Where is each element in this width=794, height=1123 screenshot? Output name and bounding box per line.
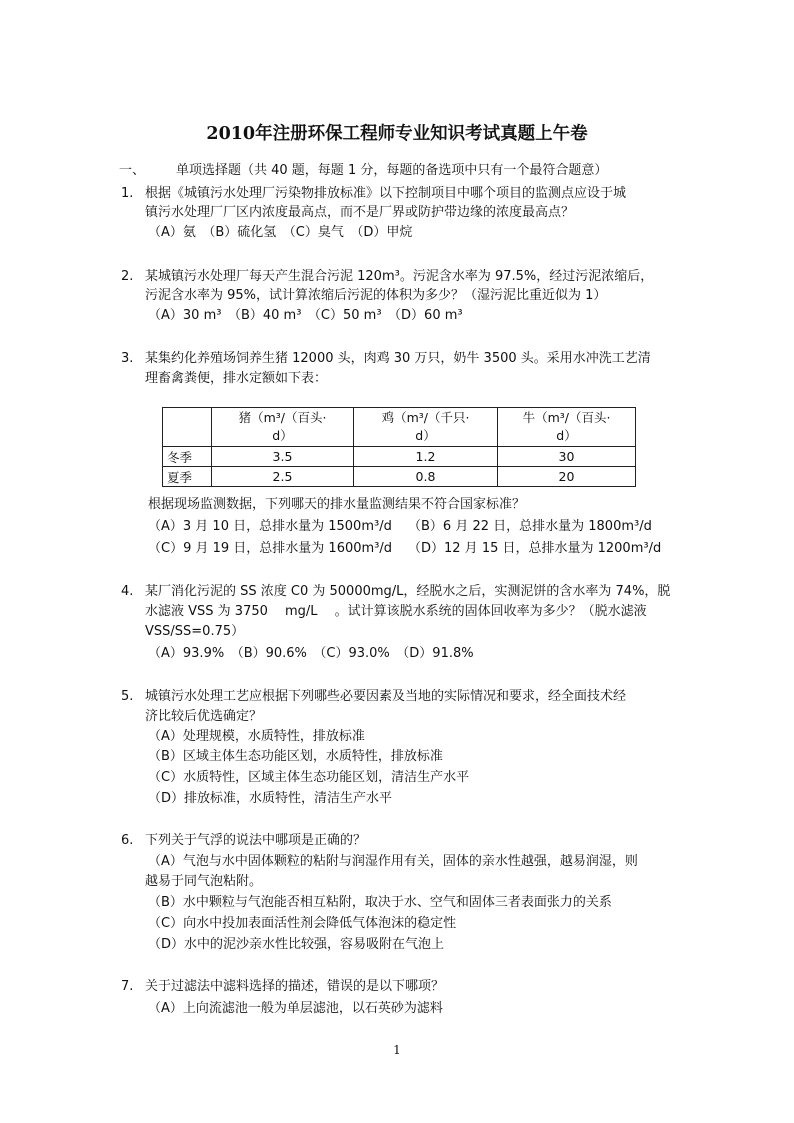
- question-number: 2.: [121, 269, 134, 284]
- header-line: d）: [415, 428, 436, 443]
- question-number: 5.: [121, 689, 134, 704]
- table-corner-cell: [163, 408, 212, 447]
- question-options: （A）氨 （B）硫化氢 （C）臭气 （D）甲烷: [148, 225, 413, 240]
- question-text: 关于过滤法中滤料选择的描述，错误的是以下哪项？: [145, 979, 445, 994]
- option-a-continued: 越易于同气泡粘附。: [145, 874, 263, 889]
- question-text: 水滤液 VSS 为 3750 mg/L 。试计算该脱水系统的固体回收率为多少？（脱水滤液: [145, 604, 647, 619]
- question-text: 镇污水处理厂厂区内浓度最高点，而不是厂界或防护带边缘的浓度最高点？: [145, 205, 575, 220]
- option-c: （C）向水中投加表面活性剂会降低气体泡沫的稳定性: [148, 916, 457, 931]
- question-text: 某厂消化污泥的 SS 浓度 C0 为 50000mg/L，经脱水之后，实测泥饼的含水率为 74%，脱: [145, 584, 671, 599]
- table-cell: 20: [498, 467, 636, 487]
- question-number: 6.: [121, 833, 134, 848]
- table-cell: 30: [498, 447, 636, 467]
- header-line: 猪（m³/（百头·: [238, 410, 327, 425]
- question-text: 某集约化养殖场饲养生猪 12000 头，肉鸡 30 万只，奶牛 3500 头。采用水冲洗工艺清: [145, 351, 651, 366]
- option-b: （B）区域主体生态功能区划，水质特性，排放标准: [148, 749, 443, 764]
- option-d: （D）12 月 15 日，总排水量为 1200m³/d: [408, 541, 662, 556]
- question-options: （A）30 m³ （B）40 m³ （C）50 m³ （D）60 m³: [148, 308, 463, 323]
- option-b: （B）6 月 22 日，总排水量为 1800m³/d: [408, 519, 652, 534]
- header-line: 牛（m³/（百头·: [522, 410, 611, 425]
- table-cell: 1.2: [354, 447, 498, 467]
- question-text: 济比较后优选确定？: [145, 709, 263, 724]
- option-a: （A）气泡与水中固体颗粒的粘附与润湿作用有关，固体的亲水性越强，越易润湿，则: [148, 854, 638, 869]
- option-b: （B）水中颗粒与气泡能否相互粘附，取决于水、空气和固体三者表面张力的关系: [148, 895, 612, 910]
- question-text: 城镇污水处理工艺应根据下列哪些必要因素及当地的实际情况和要求，经全面技术经: [145, 689, 627, 704]
- question-options: （A）93.9% （B）90.6% （C）93.0% （D）91.8%: [148, 646, 474, 661]
- question-text: 根据《城镇污水处理厂污染物排放标准》以下控制项目中哪个项目的监测点应设于城: [145, 186, 627, 201]
- table-row-label: 冬季: [163, 447, 212, 467]
- question-text: 下列关于气浮的说法中哪项是正确的？: [145, 833, 367, 848]
- option-d: （D）排放标准，水质特性，清洁生产水平: [148, 791, 393, 806]
- table-header-cell: [498, 408, 636, 447]
- page-title: 2010年注册环保工程师专业知识考试真题上午卷: [206, 124, 588, 144]
- table-cell: 3.5: [212, 447, 354, 467]
- section-number: 一、: [119, 163, 146, 178]
- table-row: [163, 467, 636, 487]
- table-cell: 2.5: [212, 467, 354, 487]
- table-cell: 0.8: [354, 467, 498, 487]
- option-c: （C）水质特性，区域主体生态功能区划，清洁生产水平: [148, 770, 470, 785]
- discharge-quota-table: [162, 407, 636, 487]
- option-a: （A）3 月 10 日，总排水量为 1500m³/d: [148, 519, 392, 534]
- question-number: 7.: [121, 979, 134, 994]
- question-text: 根据现场监测数据，下列哪天的排水量监测结果不符合国家标准？: [148, 497, 526, 512]
- header-line: d）: [272, 428, 293, 443]
- question-number: 1.: [121, 186, 134, 201]
- option-d: （D）水中的泥沙亲水性比较强，容易吸附在气泡上: [148, 937, 445, 952]
- table-row: [163, 447, 636, 467]
- question-text: 某城镇污水处理厂每天产生混合污泥 120m³。污泥含水率为 97.5%，经过污泥浓缩后，: [145, 269, 654, 284]
- option-a: （A）上向流滤池一般为单层滤池，以石英砂为滤料: [148, 1001, 443, 1016]
- table-header-cell: [212, 408, 354, 447]
- option-c: （C）9 月 19 日，总排水量为 1600m³/d: [148, 541, 393, 556]
- table-header-cell: [354, 408, 498, 447]
- question-text: VSS/SS=0.75）: [145, 624, 245, 639]
- table-header-row: [163, 408, 636, 447]
- page-number: 1: [393, 1043, 401, 1057]
- header-line: 鸡（m³/（千只·: [381, 410, 470, 425]
- section-heading: 单项选择题（共 40 题，每题 1 分，每题的备选项中只有一个最符合题意）: [176, 163, 608, 178]
- table-row-label: 夏季: [163, 467, 212, 487]
- option-a: （A）处理规模，水质特性，排放标准: [148, 729, 365, 744]
- question-text: 理畜禽粪便，排水定额如下表：: [145, 371, 328, 386]
- question-number: 4.: [121, 584, 134, 599]
- question-number: 3.: [121, 351, 134, 366]
- header-line: d）: [556, 428, 577, 443]
- question-text: 污泥含水率为 95%，试计算浓缩后污泥的体积为多少？（湿污泥比重近似为 1）: [145, 288, 607, 303]
